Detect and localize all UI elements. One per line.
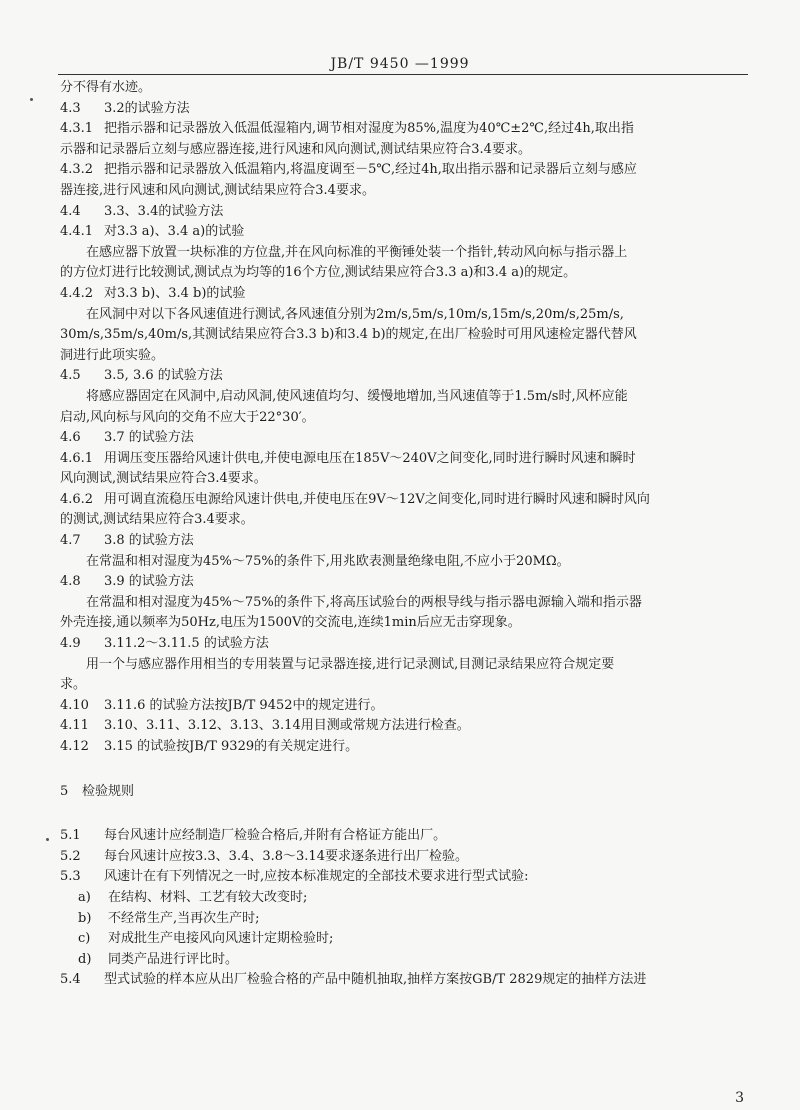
spacer [60,758,748,782]
text-line: 的方位灯进行比较测试,测试点为均等的16个方位,测试结果应符合3.3 a)和3.4 a)的规定。 [60,265,577,281]
clause-4-6-2: 4.6.2 用可调直流稳压电源给风速计供电,并使电压在9V～12V之间变化,同时进行瞬时风速和瞬时风向 [60,491,650,507]
clause-4-4-1: 4.4.1 对3.3 a)、3.4 a)的试验 [60,224,245,240]
list-item: d) 同类产品进行评比时。 [78,951,239,967]
text-line: 分不得有水迹。 [60,80,152,95]
page-header: JB/T 9450 —1999 [330,56,470,72]
clause-5-2: 5.2 每台风速计应按3.3、3.4、3.8～3.14要求逐条进行出厂检验。 [60,848,468,864]
text-line: 30m/s,35m/s,40m/s,其测试结果应符合3.3 b)和3.4 b)的规定,在出厂检验时可用风速检定器代替风 [60,327,637,343]
clause-5-3: 5.3 风速计在有下列情况之一时,应按本标准规定的全部技术要求进行型式试验: [60,869,529,885]
text-line: 的测试,测试结果应符合3.4要求。 [60,512,254,528]
text-line: 洞进行此项实验。 [60,347,165,363]
text-line: 在常温和相对湿度为45%～75%的条件下,将高压试验台的两根导线与指示器电源输入端和指示器 [86,594,642,610]
text-line: 将感应器固定在风洞中,启动风洞,使风速值均匀、缓慢地增加,当风速值等于1.5m/s时,风杯应能 [86,388,628,404]
chapter-heading-5: 5 检验规则 [60,783,135,799]
list-item: b) 不经常生产,当再次生产时; [78,910,260,926]
text-line: 示器和记录器后立刻与感应器连接,进行风速和风向测试,测试结果应符合3.4要求。 [60,141,531,157]
text-line: 在常温和相对湿度为45%～75%的条件下,用兆欧表测量绝缘电阻,不应小于20MΩ。 [86,553,570,569]
text-line: 求。 [60,677,87,693]
header-rule [58,74,748,75]
text-line: 在风洞中对以下各风速值进行测试,各风速值分别为2m/s,5m/s,10m/s,15m/s,20m/s,25m/s, [86,306,624,322]
section-heading-4-9: 4.9 3.11.2～3.11.5 的试验方法 [60,636,269,652]
clause-4-10: 4.10 3.11.6 的试验方法按JB/T 9452中的规定进行。 [60,697,384,713]
clause-4-12: 4.12 3.15 的试验按JB/T 9329的有关规定进行。 [60,739,359,754]
page-number: 3 [735,1090,744,1106]
spacer [60,802,748,826]
section-heading-4-5: 4.5 3.5, 3.6 的试验方法 [60,368,223,384]
clause-4-3-1: 4.3.1 把指示器和记录器放入低温低湿箱内,调节相对湿度为85%,温度为40℃±2℃,经过4h,取出指 [60,121,634,137]
text-line: 用一个与感应器作用相当的专用装置与记录器连接,进行记录测试,目测记录结果应符合规定要 [86,656,615,672]
clause-4-3-2: 4.3.2 把指示器和记录器放入低温箱内,将温度调至－5℃,经过4h,取出指示器和记录器后立刻与感应 [60,162,637,178]
section-heading-4-3: 4.3 3.2的试验方法 [60,100,190,116]
clause-4-11: 4.11 3.10、3.11、3.12、3.13、3.14用目测或常规方法进行检查。 [60,718,470,734]
clause-5-4: 5.4 型式试验的样本应从出厂检验合格的产品中随机抽取,抽样方案按GB/T 2829规定的抽样方法进 [60,972,647,988]
list-item: a) 在结构、材料、工艺有较大改变时; [78,889,308,905]
text-line: 启动,风向标与风向的交角不应大于22°30′。 [60,409,315,425]
text-line: 在感应器下放置一块标准的方位盘,并在风向标准的平衡锤处装一个指针,转动风向标与指示器上 [86,244,628,260]
clause-5-1: 5.1 每台风速计应经制造厂检验合格后,并附有合格证方能出厂。 [60,828,447,844]
scan-speck [30,98,33,101]
list-item: c) 对成批生产电接风向风速计定期检验时; [78,931,334,947]
clause-4-4-2: 4.4.2 对3.3 b)、3.4 b)的试验 [60,285,246,301]
section-heading-4-4: 4.4 3.3、3.4的试验方法 [60,203,224,219]
clause-4-6-1: 4.6.1 用调压变压器给风速计供电,并使电源电压在185V～240V之间变化,同时进行瞬时风速和瞬时 [60,450,636,466]
document-body [60,78,748,991]
text-line: 外壳连接,通以频率为50Hz,电压为1500V的交流电,连续1min后应无击穿现象。 [60,615,521,631]
scan-speck [46,838,49,841]
section-heading-4-8: 4.8 3.9 的试验方法 [60,574,194,590]
text-line: 风向测试,测试结果应符合3.4要求。 [60,471,267,487]
text-line: 器连接,进行风速和风向测试,测试结果应符合3.4要求。 [60,182,375,198]
section-heading-4-7: 4.7 3.8 的试验方法 [60,533,194,549]
section-heading-4-6: 4.6 3.7 的试验方法 [60,430,194,446]
